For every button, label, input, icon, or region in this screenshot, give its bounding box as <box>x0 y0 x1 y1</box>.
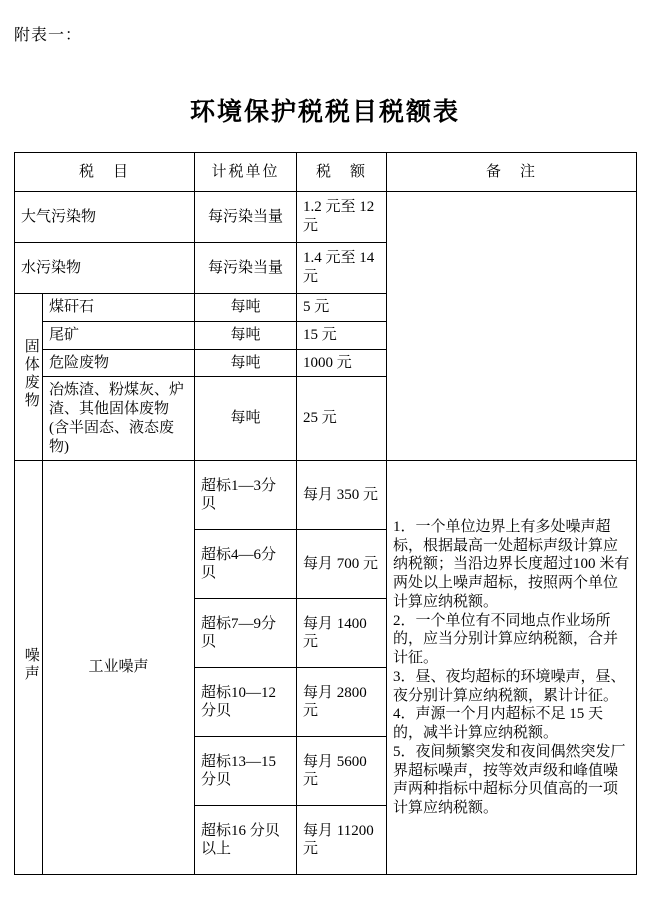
remark-line-5: 5．夜间频繁突发和夜间偶然突发厂界超标噪声，按等效声级和峰值噪声两种指标中超标分贝值高的一项计算应纳税额。 <box>393 743 626 816</box>
page-title: 环境保护税税目税额表 <box>189 99 460 126</box>
table-row <box>15 461 637 530</box>
category-solid-waste-label: 固体废物 <box>22 338 39 411</box>
attachment-label: 附表一： <box>14 27 83 44</box>
row-item-gangue: 煤矸石 <box>43 294 195 322</box>
table-row <box>15 192 637 243</box>
noise-amount-1: 每月 350 元 <box>297 461 387 530</box>
row-amount-other-solid: 25 元 <box>297 377 387 461</box>
header-unit: 计税单位 <box>195 153 297 192</box>
row-unit-hazardous: 每吨 <box>195 349 297 377</box>
header-amount: 税 额 <box>297 153 387 192</box>
header-remark: 备 注 <box>387 153 637 192</box>
noise-unit-1: 超标1—3分贝 <box>195 461 297 530</box>
row-amount-tailings: 15 元 <box>297 321 387 349</box>
row-item-air: 大气污染物 <box>15 192 195 243</box>
remark-solid-empty <box>387 192 637 461</box>
category-noise <box>15 461 43 875</box>
noise-amount-6: 每月 11200 元 <box>297 806 387 875</box>
table-header-row <box>15 153 637 192</box>
noise-amount-4: 每月 2800 元 <box>297 668 387 737</box>
row-item-tailings: 尾矿 <box>43 321 195 349</box>
row-item-industrial-noise: 工业噪声 <box>43 461 195 875</box>
noise-unit-4: 超标10—12 分贝 <box>195 668 297 737</box>
noise-unit-6: 超标16 分贝以上 <box>195 806 297 875</box>
remark-noise <box>387 461 637 875</box>
remark-line-2: 2．一个单位有不同地点作业场所的，应当分别计算应纳税额，合并计征。 <box>393 612 619 666</box>
row-unit-water: 每污染当量 <box>195 243 297 294</box>
noise-amount-3: 每月 1400 元 <box>297 599 387 668</box>
noise-amount-2: 每月 700 元 <box>297 530 387 599</box>
row-item-hazardous: 危险废物 <box>43 349 195 377</box>
header-item: 税 目 <box>15 153 195 192</box>
remark-line-4: 4．声源一个月内超标不足 15 天的，减半计算应纳税额。 <box>393 706 604 741</box>
row-amount-water: 1.4 元至 14 元 <box>297 243 387 294</box>
category-noise-label: 噪声 <box>22 646 39 683</box>
noise-unit-5: 超标13—15 分贝 <box>195 737 297 806</box>
remark-line-3: 3．昼、夜均超标的环境噪声，昼、夜分别计算应纳税额，累计计征。 <box>393 668 626 704</box>
row-amount-hazardous: 1000 元 <box>297 349 387 377</box>
row-amount-air: 1.2 元至 12 元 <box>297 192 387 243</box>
noise-unit-3: 超标7—9分贝 <box>195 599 297 668</box>
noise-unit-2: 超标4—6分贝 <box>195 530 297 599</box>
remark-line-1: 1．一个单位边界上有多处噪声超标，根据最高一处超标声级计算应纳税额；当沿边界长度超过100 米有两处以上噪声超标，按照两个单位计算应纳税额。 <box>393 518 630 610</box>
row-unit-tailings: 每吨 <box>195 321 297 349</box>
row-unit-gangue: 每吨 <box>195 294 297 322</box>
tax-rate-table <box>14 152 637 875</box>
row-item-water: 水污染物 <box>15 243 195 294</box>
row-amount-gangue: 5 元 <box>297 294 387 322</box>
row-item-other-solid: 冶炼渣、粉煤灰、炉渣、其他固体废物(含半固态、液态废物) <box>43 377 195 461</box>
row-unit-other-solid: 每吨 <box>195 377 297 461</box>
row-unit-air: 每污染当量 <box>195 192 297 243</box>
noise-amount-5: 每月 5600 元 <box>297 737 387 806</box>
category-solid-waste <box>15 294 43 461</box>
